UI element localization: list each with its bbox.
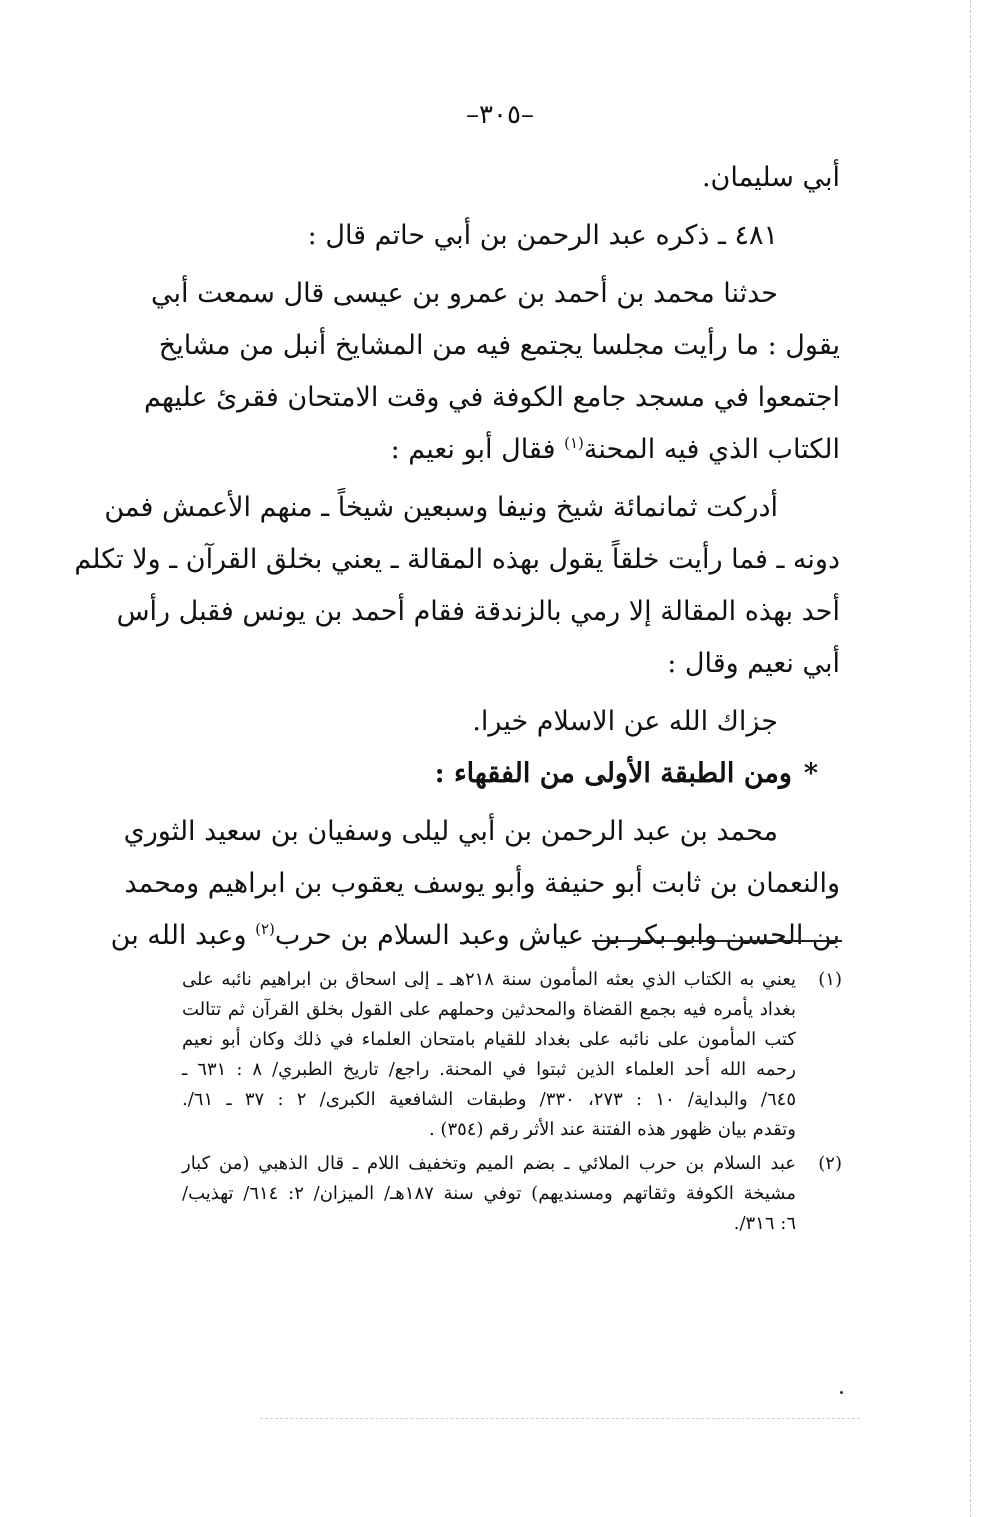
footnote-line: عبد السلام بن حرب الملائي ـ بضم الميم وتخفيف اللام ـ قال الذهبي (من كبار: [182, 1153, 796, 1174]
heading-star: *: [803, 758, 818, 789]
footnote: [182, 965, 842, 1145]
text-line: والنعمان بن ثابت أبو حنيفة وأبو يوسف يعقوب بن ابراهيم ومحمد: [124, 868, 840, 899]
text-line: اجتمعوا في مسجد جامع الكوفة في وقت الامتحان فقرئ عليهم: [143, 382, 840, 413]
text-line: ٤٨١ ـ ذكره عبد الرحمن بن أبي حاتم قال :: [307, 220, 778, 251]
text-line: [168, 424, 840, 476]
page-number: –٣٠٥–: [466, 100, 534, 130]
scan-speck: [840, 1391, 843, 1394]
text-segment: وعبد الله بن: [110, 920, 256, 951]
footnote-number: (٢): [818, 1153, 842, 1174]
text-line: دونه ـ فما رأيت خلقاً يقول بهذه المقالة ـ يعني بخلق القرآن ـ ولا تكلم: [74, 544, 840, 575]
text-line: أحد بهذه المقالة إلا رمي بالزندقة فقام أحمد بن يونس فقبل رأس: [116, 596, 840, 627]
footnote-line: مشيخة الكوفة وثقاتهم ومسنديهم) توفي سنة ١٨٧هـ/ الميزان/ ٢: ٦١٤/ تهذيب/: [182, 1183, 797, 1204]
text-line: [110, 910, 840, 962]
main-text: [74, 152, 840, 962]
heading-text: ومن الطبقة الأولى من الفقهاء :: [434, 758, 792, 789]
text-line: محمد بن عبد الرحمن بن أبي ليلى وسفيان بن سعيد الثوري: [123, 816, 778, 847]
text-segment: فقال أبو نعيم :: [390, 434, 565, 465]
footnote-line: يعني به الكتاب الذي بعثه المأمون سنة ٢١٨هـ ـ إلى اسحاق بن ابراهيم نائبه على: [182, 969, 797, 990]
footnote-ref: (٢): [255, 920, 275, 938]
text-line: أدركت ثمانمائة شيخ ونيفا وسبعين شيخاً ـ منهم الأعمش فمن: [104, 492, 778, 523]
text-segment: بن الحسن وابو بكر بن عياش وعبد السلام بن حرب: [274, 920, 840, 951]
scan-edge-bottom: [260, 1418, 860, 1419]
text-segment: الكتاب الذي فيه المحنة: [583, 434, 840, 465]
footnote-line: ٦: ٣١٦/.: [733, 1213, 796, 1234]
footnote-line: كتب المأمون على نائبه على بغداد للقيام بامتحان العلماء في ذلك وكان أبو نعيم: [182, 1029, 796, 1050]
text-line: حدثنا محمد بن أحمد بن عمرو بن عيسى قال سمعت أبي: [151, 278, 778, 309]
text-line: يقول : ما رأيت مجلسا يجتمع فيه من المشايخ أنبل من مشايخ: [158, 330, 840, 361]
text-line: أبي نعيم وقال :: [667, 648, 840, 679]
footnotes: [182, 965, 842, 1243]
text-line: جزاك الله عن الاسلام خيرا.: [472, 706, 778, 737]
footnote-line: بغداد يأمره فيه بجمع القضاة والمحدثين وحملهم على القول بخلق القرآن ثم تتالت: [182, 999, 796, 1020]
footnote-ref: (١): [564, 434, 584, 452]
footnote-number: (١): [818, 969, 842, 990]
footnote-separator: [592, 940, 842, 942]
section-heading: [168, 748, 840, 800]
footnote-line: وتقدم بيان ظهور هذه الفتنة عند الأثر رقم (٣٥٤) .: [428, 1119, 796, 1140]
footnote-line: ٦٤٥/ والبداية/ ١٠ : ٢٧٣، ٣٣٠/ وطبقات الشافعية الكبرى/ ٢ : ٣٧ ـ ٦١/.: [182, 1089, 797, 1110]
scan-edge-right: [970, 0, 971, 1517]
footnote-line: رحمه الله أحد العلماء الذين ثبتوا في المحنة. راجع/ تاريخ الطبري/ ٨ : ٦٣١ ـ: [182, 1059, 797, 1080]
footnote: [182, 1149, 842, 1239]
text-line: أبي سليمان.: [701, 162, 840, 193]
